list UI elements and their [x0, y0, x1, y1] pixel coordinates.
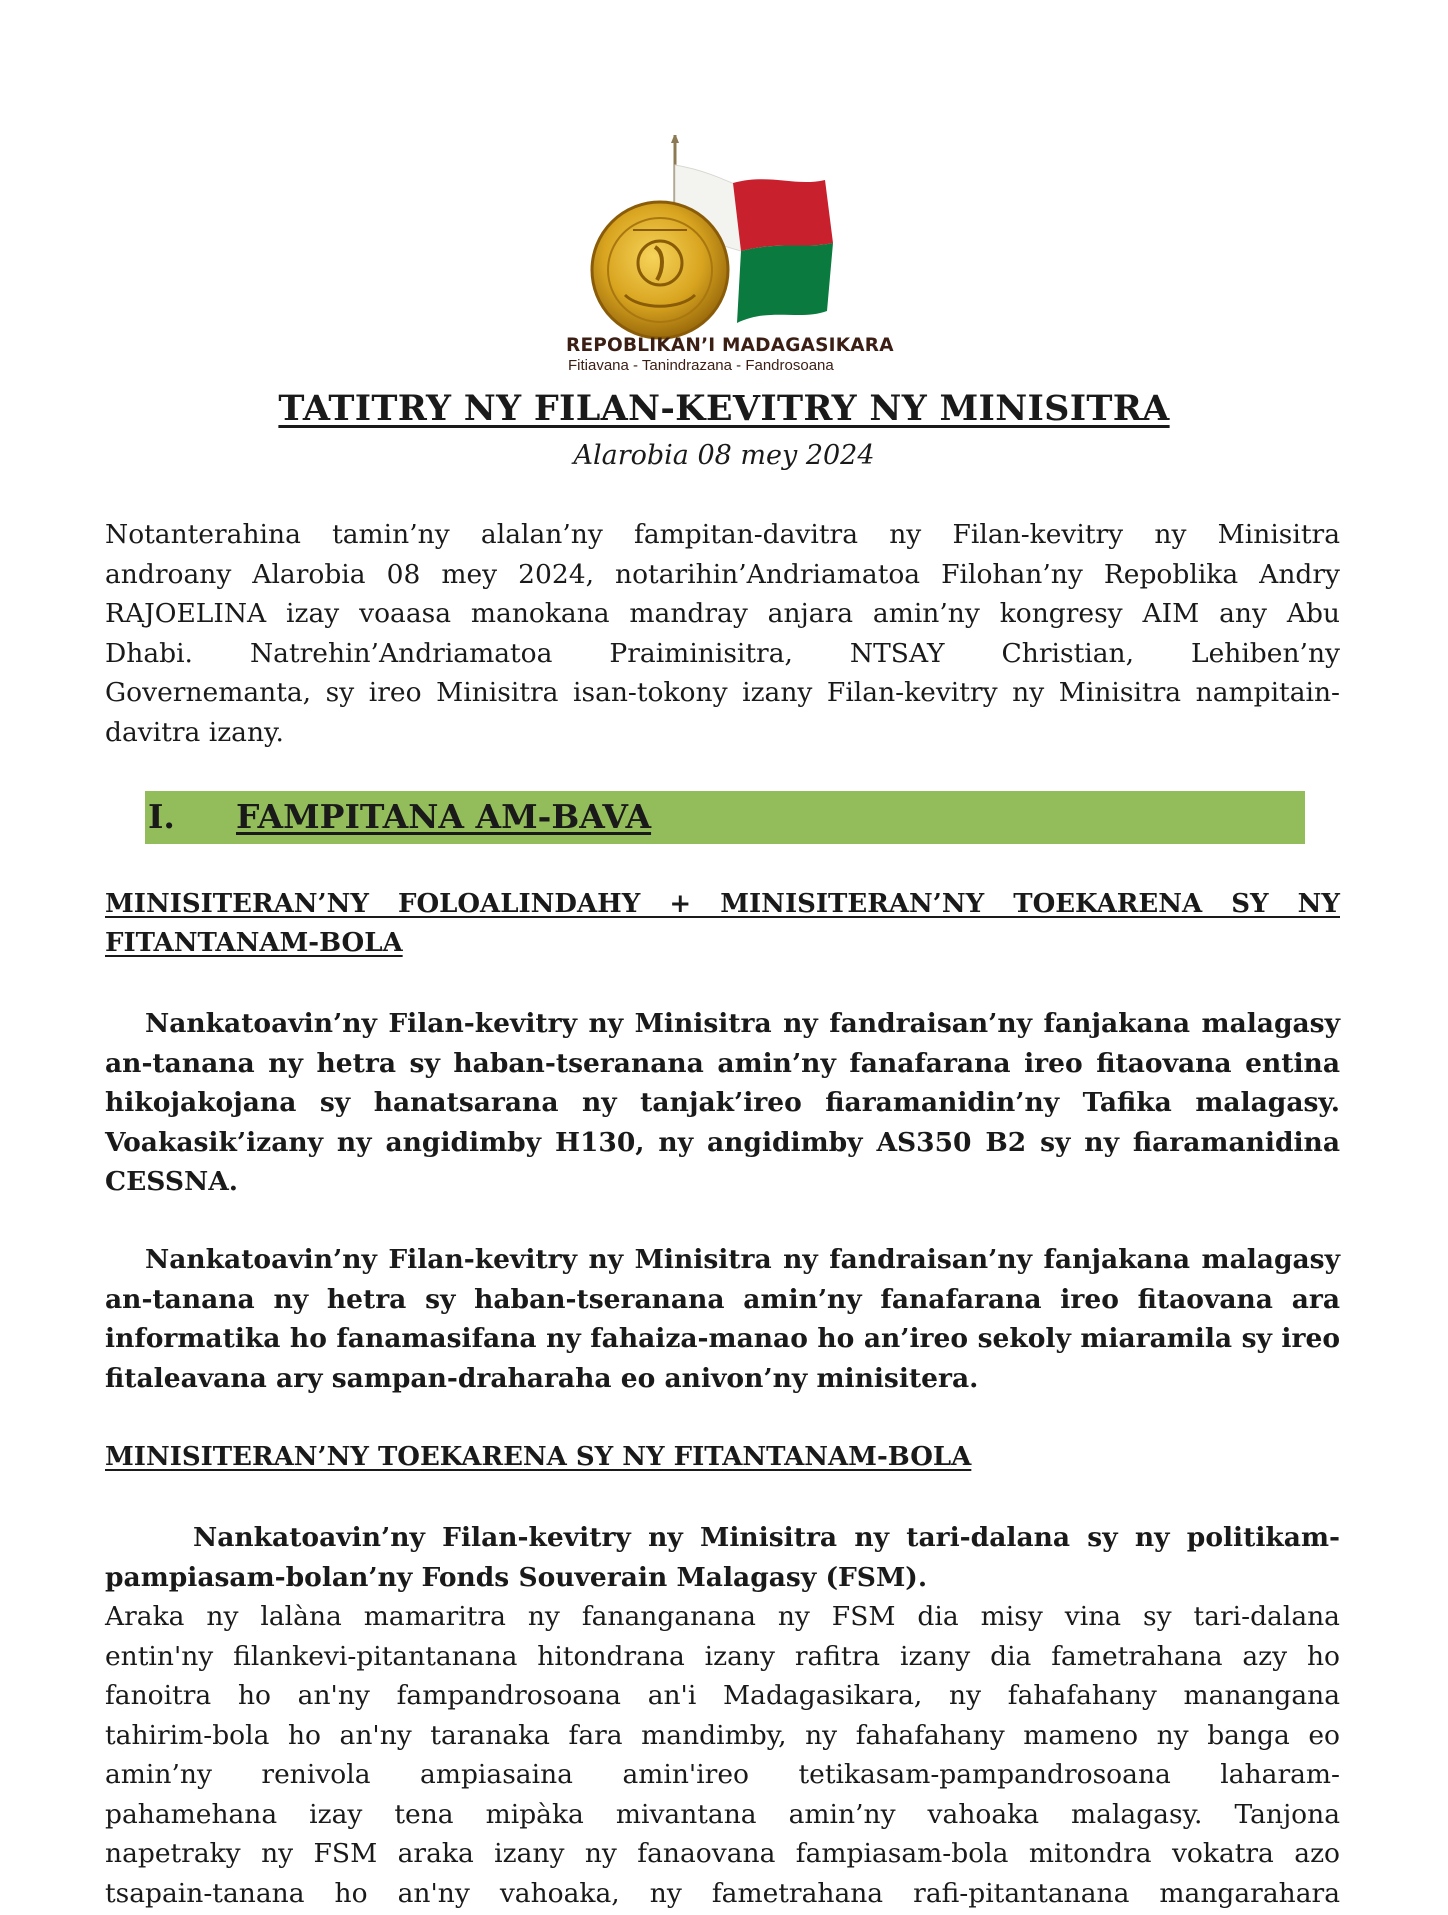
- decision-line: CESSNA.: [105, 1166, 238, 1197]
- decision-paragraph-2: [105, 1240, 1340, 1398]
- subheading-line: MINISITERAN’NY TOEKARENA SY NY FITANTANAM-BOLA: [105, 1442, 972, 1472]
- document-date: Alarobia 08 mey 2024: [573, 440, 875, 471]
- section-number: I.: [148, 797, 175, 836]
- intro-line: Notanterahina tamin’ny alalan’ny fampitan-davitra ny Filan-kevitry ny Minisitra: [105, 519, 1340, 550]
- body-line: fanoitra ho an'ny fampandrosoana an'i Madagasikara, ny fahafahany manangana: [105, 1680, 1340, 1711]
- body-line: tahirim-bola ho an'ny taranaka fara mandimby, ny fahafahany mameno ny banga eo: [105, 1719, 1340, 1751]
- intro-line: RAJOELINA izay voaasa manokana mandray anjara amin’ny kongresy AIM any Abu: [105, 598, 1340, 629]
- republic-motto: Fitiavana - Tanindrazana - Fandrosoana: [568, 357, 834, 374]
- fsm-body-paragraph: [105, 1597, 1340, 1913]
- decision-line: Nankatoavin’ny Filan-kevitry ny Minisitra ny fandraisan’ny fanjakana malagasy: [145, 1008, 1340, 1039]
- subheading-economy-ministry: [105, 1438, 1340, 1477]
- decision-line: an-tanana ny hetra sy haban-tseranana amin’ny fanafarana ireo fitaovana ara: [105, 1283, 1340, 1315]
- intro-line: davitra izany.: [105, 716, 284, 748]
- decision-line: pampiasam-bolan’ny Fonds Souverain Malagasy (FSM).: [105, 1561, 928, 1593]
- body-line: tsapain-tanana ho an'ny vahoaka, ny fametrahana rafi-pitantanana mangarahara: [105, 1877, 1340, 1909]
- decision-paragraph-3: [105, 1518, 1340, 1597]
- document-title: TATITRY NY FILAN-KEVITRY NY MINISITRA: [278, 388, 1170, 429]
- body-line: amin’ny renivola ampiasaina amin'ireo tetikasam-pampandrosoana laharam-: [105, 1759, 1340, 1790]
- subheading-ministries: [105, 885, 1340, 963]
- body-line: napetraky ny FSM araka izany ny fanaovana fampiasam-bola mitondra vokatra azo: [105, 1838, 1340, 1869]
- decision-line: an-tanana ny hetra sy haban-tseranana amin’ny fanafarana ireo fitaovana entina: [105, 1047, 1340, 1079]
- decision-line: hikojakojana sy hanatsarana ny tanjak’ireo fiaramanidin’ny Tafika malagasy.: [105, 1087, 1340, 1118]
- subheading-line: FITANTANAM-BOLA: [105, 928, 403, 958]
- intro-line: androany Alarobia 08 mey 2024, notarihin’Andriamatoa Filohan’ny Repoblika Andry: [105, 558, 1340, 590]
- republic-name: REPOBLIKAN’I MADAGASIKARA: [566, 335, 894, 356]
- decision-line: Nankatoavin’ny Filan-kevitry ny Minisitra ny fandraisan’ny fanjakana malagasy: [145, 1244, 1340, 1275]
- body-line: entin'ny filankevi-pitantanana hitondrana izany rafitra izany dia fametrahana azy ho: [105, 1640, 1340, 1672]
- intro-line: Dhabi. Natrehin’Andriamatoa Praiminisitra, NTSAY Christian, Lehiben’ny: [105, 637, 1340, 669]
- body-line: Araka ny lalàna mamaritra ny fananganana ny FSM dia misy vina sy tari-dalana: [105, 1601, 1340, 1632]
- intro-paragraph: [105, 515, 1340, 752]
- decision-line: informatika ho fanamasifana ny fahaiza-manao ho an’ireo sekoly miaramila sy ireo: [105, 1323, 1340, 1354]
- body-line: pahamehana izay tena mipàka mivantana amin’ny vahoaka malagasy. Tanjona: [105, 1798, 1340, 1830]
- subheading-line: MINISITERAN’NY FOLOALINDAHY + MINISITERAN’NY TOEKARENA SY NY: [105, 889, 1340, 919]
- decision-paragraph-1: [105, 1004, 1340, 1202]
- decision-line: Voakasik’izany ny angidimby H130, ny angidimby AS350 B2 sy ny fiaramanidina: [105, 1126, 1340, 1158]
- decision-line: fitaleavana ary sampan-draharaha eo anivon’ny minisitera.: [105, 1362, 979, 1394]
- intro-line: Governemanta, sy ireo Minisitra isan-tokony izany Filan-kevitry ny Minisitra nampitain-: [105, 677, 1340, 708]
- decision-line: Nankatoavin’ny Filan-kevitry ny Minisitra ny tari-dalana sy ny politikam-: [193, 1522, 1340, 1553]
- section-title: FAMPITANA AM-BAVA: [236, 797, 652, 836]
